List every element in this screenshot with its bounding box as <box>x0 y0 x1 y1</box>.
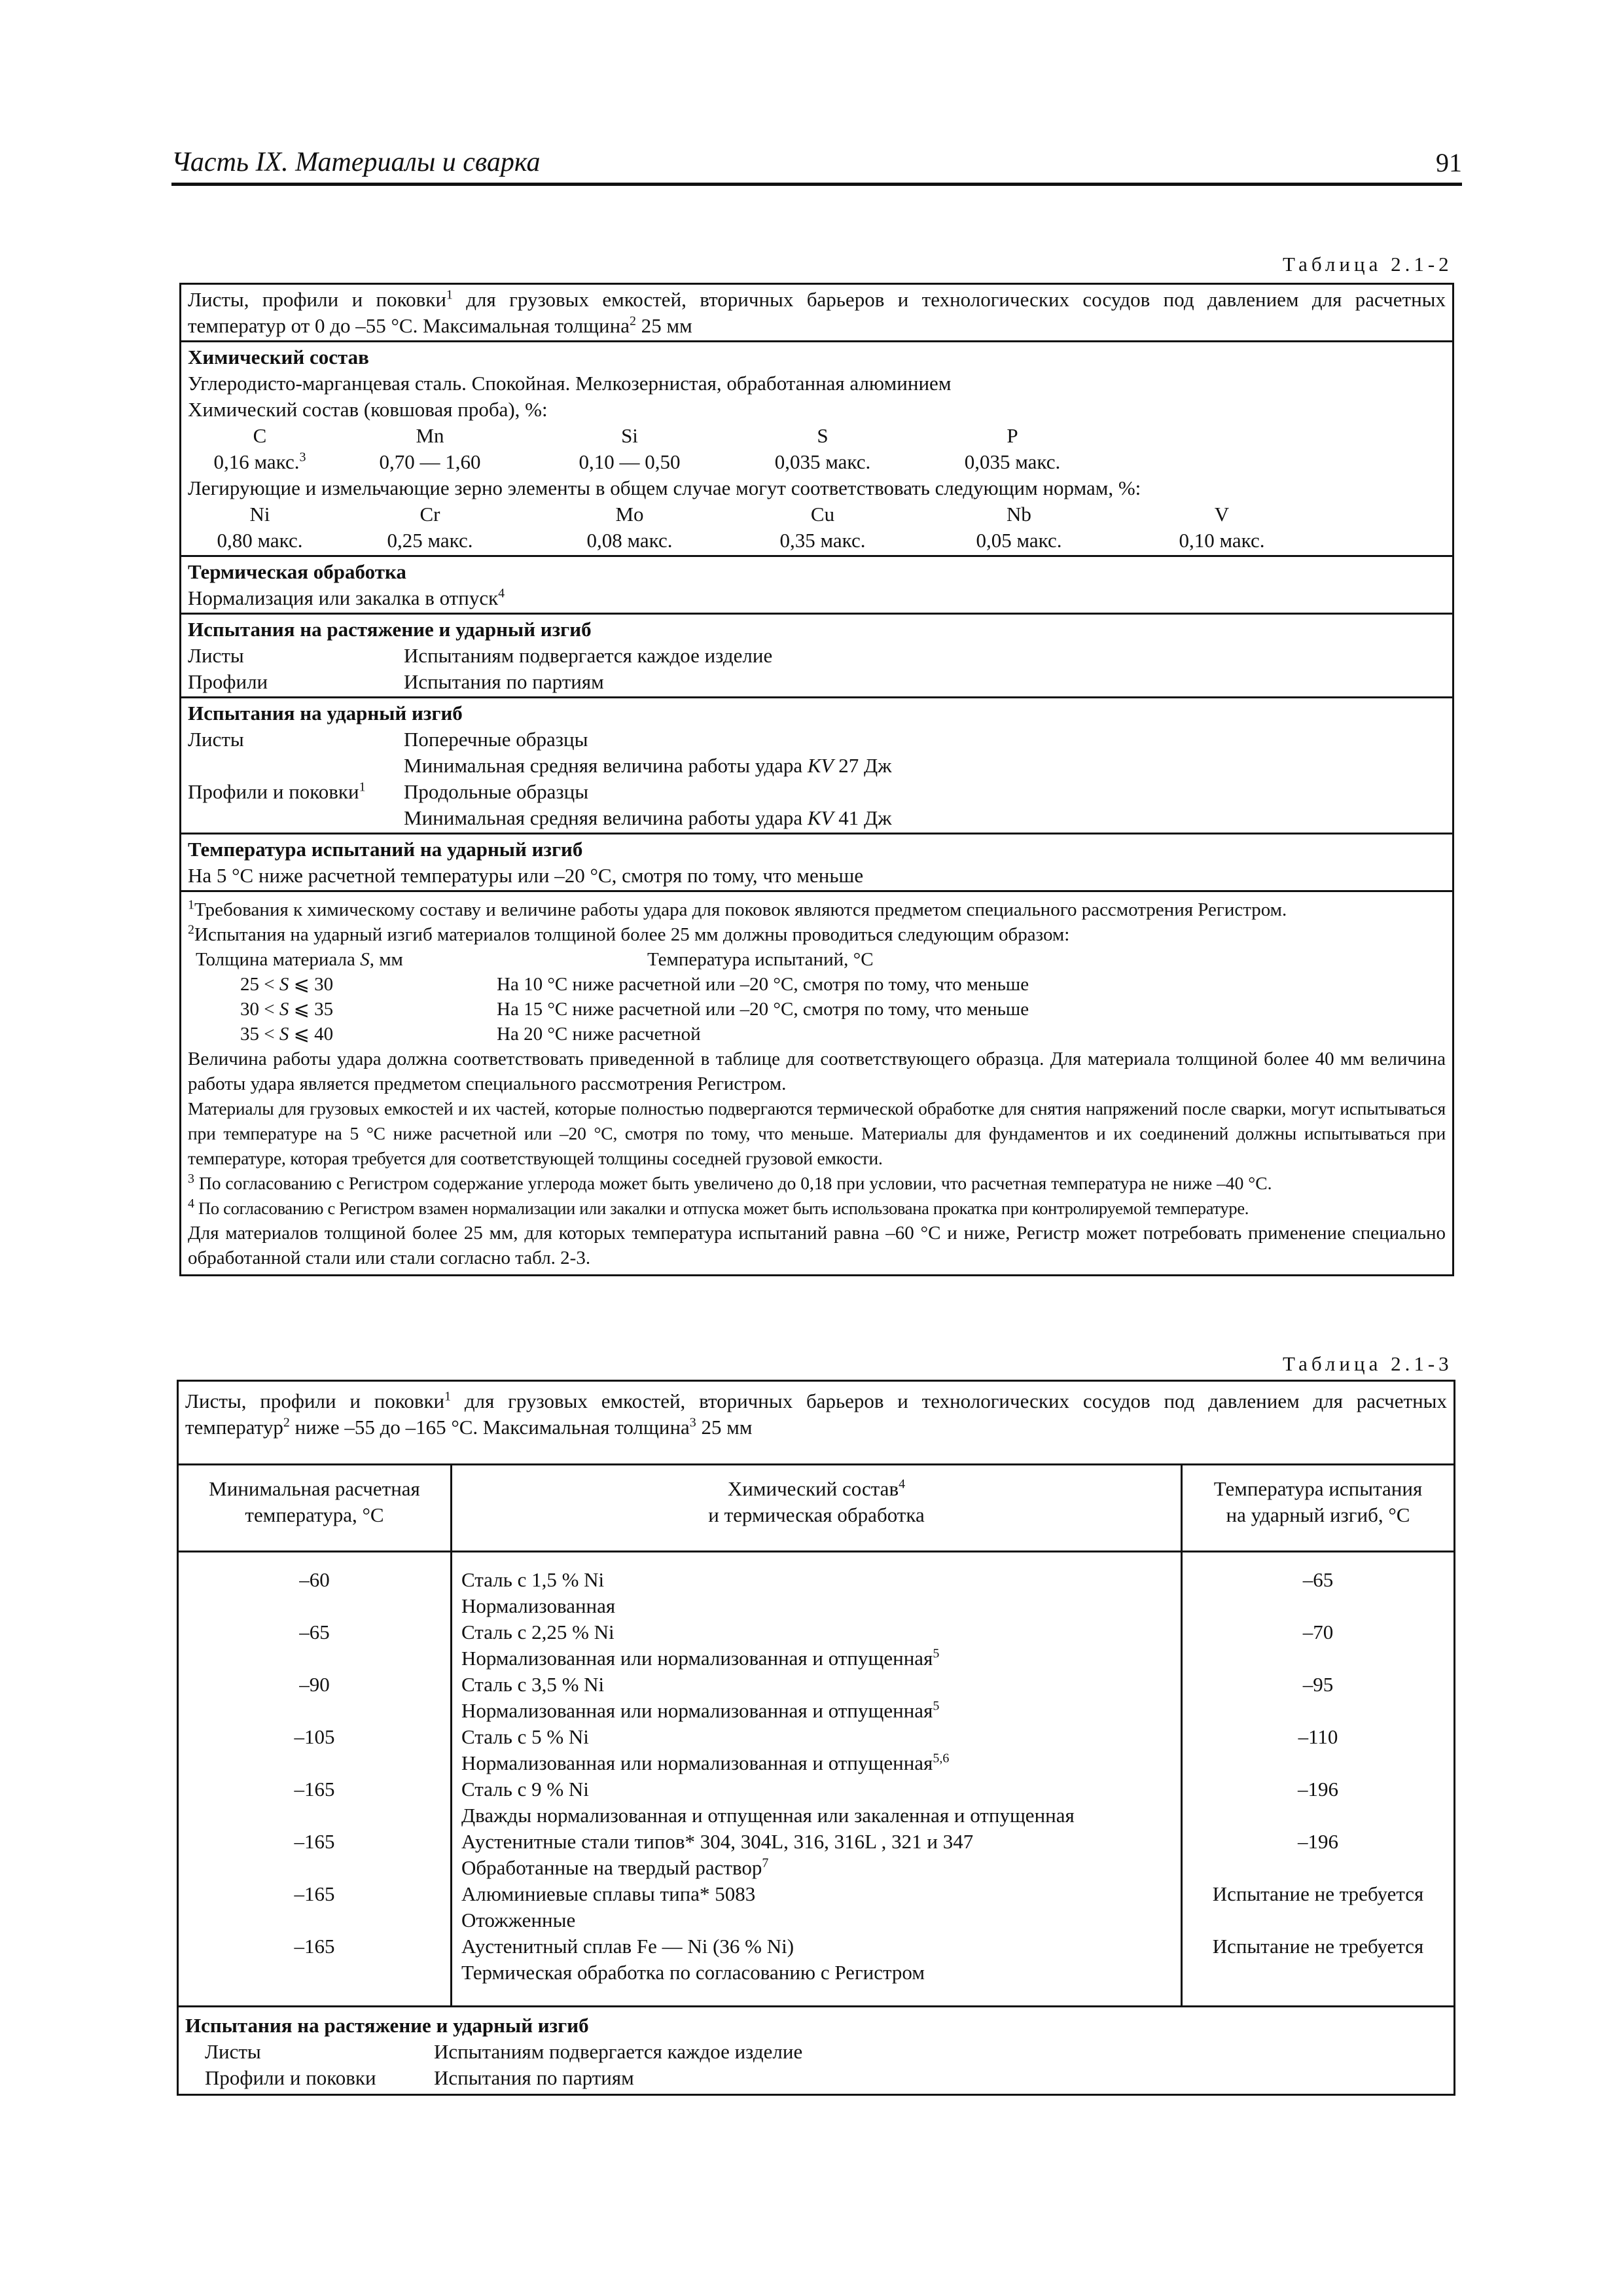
treatment-cell: Нормализованная <box>461 1594 616 1617</box>
col-test-temp-header: Температура испытания на ударный изгиб, °С <box>1213 1477 1423 1526</box>
treatment-cell: Дважды нормализованная и отпущенная или закаленная и отпущенная <box>461 1804 1075 1827</box>
chem-elements-row-1: C Mn Si S P <box>253 424 1018 447</box>
table-caption-2-1-3: Таблица 2.1-3 <box>1283 1352 1453 1375</box>
min-temp-column <box>179 1552 452 2005</box>
table-2-1-2 <box>179 283 1454 1276</box>
test-temp-cell: –110 <box>1298 1725 1338 1748</box>
treatment-cell: Нормализованная или нормализованная и отпущенная$^5$ <box>461 1698 940 1722</box>
test-temp-cell: Испытание не требуется <box>1212 1882 1424 1905</box>
min-temp-cell: –165 <box>294 1778 335 1801</box>
material-cell: Сталь с 2,25 % Ni <box>461 1621 615 1643</box>
notes-section: $^1$Требования к химическому составу и величине работы удара для поковок являются предметом специального рассмотрения Регистром. $^2$Испытания на ударный изгиб материалов толщиной более 25 мм должны проводиться следующим образом: Толщина материала S, мм Температура испытаний, °С 25 < S ⩽ 30 На 10 °С ниже расчетной или –20 °С, смотря по тому, что меньше 30 < S ⩽ 35 На 15 °С ниже расчетной или –20 °С, смотря по тому, что меньше 35 < S ⩽ 40 На 20 °С ниже расчетной Величина работы удара должна соответствовать приведенной в таблице для соответствующего образца. Для материала толщиной более 40 мм величина работы удара является предметом специального рассмотрения Регистром. Материалы для грузовых емкостей и их частей, которые полностью подвергаются термической обработке для снятия напряжений после сварки, могут испытываться при температуре на 5 °С ниже расчетной или –20 °С, смотря по тому, что меньше. Материалы для фундаментов и их соединений должны испытываться при температуре, которая требуется для соответствующей толщины соседней грузовой емкости. $^3$ По согласованию с Регистром содержание углерода может быть увеличено до 0,18 при условии, что расчетная температура не ниже –40 °С. $^4$ По согласованию с Регистром взамен нормализации или закалки и отпуска может быть использована прокатка при контролируемой температуре. Для материалов толщиной более 25 мм, для которых температура испытаний равна –60 °С и ниже, Регистр может потребовать применение специально обработанной стали или стали согласно табл. 2-3. <box>188 897 1446 1268</box>
material-cell: Аустенитные стали типов* 304, 304L, 316, 316L , 321 и 347 <box>461 1830 974 1853</box>
treatment-cell: Нормализованная или нормализованная и отпущенная$^5$ <box>461 1646 940 1670</box>
page-number: 91 <box>1436 148 1462 177</box>
min-temp-cell: –165 <box>294 1935 335 1958</box>
section-title: Часть IX. Материалы и сварка <box>171 147 541 177</box>
running-header <box>171 143 1462 182</box>
table1-intro: Листы, профили и поковки$^1$ для грузовых емкостей, вторичных барьеров и технологических сосудов под давлением для расчетных температур от 0 до –55 °С. Максимальная толщина$^2$ 25 мм <box>181 285 1452 342</box>
test-temperature-section: Температура испытаний на ударный изгиб На 5 °С ниже расчетной температуры или –20 °С, смотря по тому, что меньше <box>181 834 1452 892</box>
table2-body <box>179 1552 1454 2007</box>
material-cell: Аустенитный сплав Fe — Ni (36 % Ni) <box>461 1935 794 1958</box>
treatment-cell: Нормализованная или нормализованная и отпущенная$^{5,6}$ <box>461 1751 950 1774</box>
tensile-test-section: Испытания на растяжение и ударный изгиб Листы Испытаниям подвергается каждое изделие Профили Испытания по партиям <box>181 615 1452 698</box>
min-temp-cell: –60 <box>299 1568 330 1591</box>
min-temp-cell: –165 <box>294 1830 335 1853</box>
treatment-cell: Обработанные на твердый раствор$^7$ <box>461 1856 769 1879</box>
treatment-cell: Отожженные <box>461 1909 576 1931</box>
test-temp-cell: –196 <box>1298 1778 1338 1801</box>
material-cell: Сталь с 9 % Ni <box>461 1778 589 1801</box>
min-temp-cell: –90 <box>299 1673 330 1696</box>
chem-elements-row-2: Ni Cr Mo Cu Nb V <box>249 503 1230 526</box>
table2-header-row <box>179 1465 1454 1552</box>
min-temp-cell: –105 <box>294 1725 335 1748</box>
material-cell: Сталь с 1,5 % Ni <box>461 1568 605 1591</box>
impact-test-section: Испытания на ударный изгиб Листы Поперечные образцы Минимальная средняя величина работы удара KV 27 Дж Профили и поковки$^1$ Продольные образцы Минимальная средняя величина работы удара KV 41 Дж <box>181 698 1452 834</box>
heat-treatment-section: Термическая обработка Нормализация или закалка в отпуск$^4$ <box>181 557 1452 615</box>
chem-values-row-1: 0,16 макс.$^3$ 0,70 — 1,60 0,10 — 0,50 0,035 макс. 0,035 макс. <box>213 450 1061 473</box>
chemical-composition-section: Химический состав Углеродисто-марганцевая сталь. Спокойная. Мелкозернистая, обработанная алюминием Химический состав (ковшовая проба), %: C Mn Si S P 0,16 макс.$^3$ 0,70 — 1,60 0,10 — 0,50 0,035 макс. 0,035 макс. Легирующие и измельчающие зерно элементы в общем случае могут соответствовать следующим нормам, %: Ni Cr Mo Cu Nb V 0,80 макс. 0,25 макс. 0,08 макс. 0,35 макс. 0,05 макс. 0,10 макс. <box>181 342 1452 557</box>
test-temp-column <box>1183 1552 1454 2005</box>
test-temp-cell: –196 <box>1298 1830 1338 1853</box>
col-min-temp-header: Минимальная расчетная температура, °С <box>179 1465 452 1551</box>
table2-intro: Листы, профили и поковки$^1$ для грузовых емкостей, вторичных барьеров и технологических сосудов под давлением для расчетных температур$^2$ ниже –55 до –165 °С. Максимальная толщина$^3$ 25 мм <box>179 1382 1454 1465</box>
chem-column <box>452 1552 1183 2005</box>
table2-tensile-section: Испытания на растяжение и ударный изгиб Листы Испытаниям подвергается каждое изделие Профили и поковки Испытания по партиям <box>185 2014 803 2089</box>
material-cell: Сталь с 5 % Ni <box>461 1725 589 1748</box>
test-temp-cell: –65 <box>1302 1568 1334 1591</box>
chem-values-row-2: 0,80 макс. 0,25 макс. 0,08 макс. 0,35 макс. 0,05 макс. 0,10 макс. <box>217 529 1265 552</box>
table-caption-2-1-2: Таблица 2.1-2 <box>1283 253 1453 276</box>
table-2-1-3 <box>177 1380 1455 2096</box>
treatment-cell: Термическая обработка по согласованию с Регистром <box>461 1961 925 1984</box>
header-rule <box>171 183 1462 186</box>
test-temp-cell: –95 <box>1302 1673 1334 1696</box>
col-chem-header: Химический состав$^4$ и термическая обработка <box>452 1465 1183 1551</box>
min-temp-cell: –165 <box>294 1882 335 1905</box>
material-cell: Алюминиевые сплавы типа* 5083 <box>461 1882 756 1905</box>
test-temp-cell: Испытание не требуется <box>1212 1935 1424 1958</box>
min-temp-cell: –65 <box>299 1621 330 1643</box>
chem-heading: Химический состав <box>188 346 369 368</box>
test-temp-cell: –70 <box>1302 1621 1334 1643</box>
material-cell: Сталь с 3,5 % Ni <box>461 1673 605 1696</box>
